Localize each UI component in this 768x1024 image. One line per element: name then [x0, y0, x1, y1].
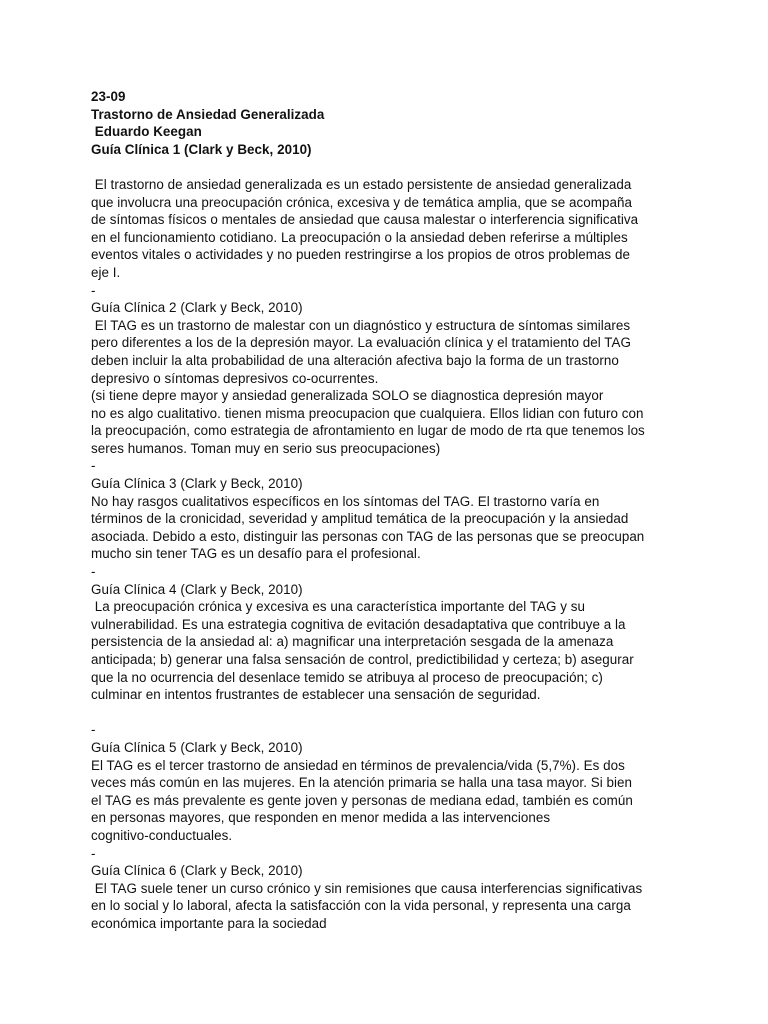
paragraph-line: la preocupación, como estrategia de afrontamiento en lugar de modo de rta que tenemos los — [91, 423, 645, 439]
paragraph-line: eventos vitales o actividades y no pueden restringirse a los propios de otros problemas de — [91, 247, 630, 263]
paragraph-line: persistencia de la ansiedad al: a) magnificar una interpretación sesgada de la amenaza — [91, 634, 614, 650]
paragraph-line: depresivo o síntomas depresivos co-ocurrentes. — [91, 370, 379, 386]
paragraph-line: anticipada; b) generar una falsa sensación de control, predictibilidad y certeza; b) asegurar — [91, 652, 634, 667]
paragraph-line: El TAG suele tener un curso crónico y sin remisiones que causa interferencias significativas — [91, 880, 643, 896]
paragraph-line: términos de la cronicidad, severidad y amplitud temática de la preocupación y la ansiedad — [91, 511, 629, 527]
paragraph-line: vulnerabilidad. Es una estrategia cognitiva de evitación desadaptativa que contribuye a la — [91, 616, 626, 632]
section-separator: - — [91, 282, 96, 298]
paragraph-line: pero diferentes a los de la depresión mayor. La evaluación clínica y el tratamiento del TAG — [91, 335, 631, 351]
section-separator: - — [91, 722, 96, 738]
paragraph-line: que la no ocurrencia del desenlace temido se atribuya al proceso de preocupación; c) — [91, 669, 603, 685]
section-title: Guía Clínica 4 (Clark y Beck, 2010) — [91, 581, 303, 597]
blank-line — [91, 704, 691, 722]
paragraph-line: cognitivo-conductuales. — [91, 827, 233, 843]
section-title: Guía Clínica 3 (Clark y Beck, 2010) — [91, 476, 303, 492]
section-separator: - — [91, 458, 96, 474]
paragraph-line: no es algo cualitativo. tienen misma preocupacion que cualquiera. Ellos lidian con futuro con — [91, 405, 644, 421]
paragraph-line: mucho sin tener TAG es un desafío para el profesional. — [91, 546, 421, 562]
guide-1-title: Guía Clínica 1 (Clark y Beck, 2010) — [91, 141, 312, 157]
section-separator: - — [91, 564, 96, 580]
paragraph-line: en personas mayores, que responden en menor medida a las intervenciones — [91, 810, 551, 826]
blank-line — [91, 158, 691, 176]
paragraph-line: veces más común en las mujeres. En la atención primaria se halla una tasa mayor. Si bien — [91, 775, 633, 791]
section-separator: - — [91, 845, 96, 861]
paragraph-line: El trastorno de ansiedad generalizada es un estado persistente de ansiedad generalizada — [91, 176, 632, 192]
paragraph-line: en el funcionamiento cotidiano. La preocupación o la ansiedad deben referirse a múltiples — [91, 229, 628, 245]
paragraph-line: que involucra una preocupación crónica, excesiva y de temática amplia, que se acompaña — [91, 194, 632, 210]
paragraph-line: de síntomas físicos o mentales de ansiedad que causa malestar o interferencia significativa — [91, 212, 639, 228]
section-title: Guía Clínica 6 (Clark y Beck, 2010) — [91, 863, 303, 879]
paragraph-line: El TAG es un trastorno de malestar con un diagnóstico y estructura de síntomas similares — [91, 317, 631, 333]
paragraph-line: en lo social y lo laboral, afecta la satisfacción con la vida personal, y representa una carga — [91, 898, 631, 914]
paragraph-line: deben incluir la alta probabilidad de una alteración afectiva bajo la forma de un trastorno — [91, 352, 619, 368]
paragraph-line: el TAG es más prevalente es gente joven y personas de mediana edad, también es común — [91, 792, 633, 808]
paragraph-line: (si tiene depre mayor y ansiedad generalizada SOLO se diagnostica depresión mayor — [91, 388, 604, 404]
paragraph-line: culminar en intentos frustrantes de establecer una sensación de seguridad. — [91, 687, 541, 703]
paragraph-line: seres humanos. Toman muy en serio sus preocupaciones) — [91, 440, 441, 456]
document-body — [91, 88, 691, 933]
document-title: Trastorno de Ansiedad Generalizada — [91, 106, 325, 122]
paragraph-line: El TAG es el tercer trastorno de ansiedad en términos de prevalencia/vida (5,7%). Es dos — [91, 757, 625, 773]
paragraph-line: La preocupación crónica y excesiva es una característica importante del TAG y su — [91, 599, 586, 615]
paragraph-line: asociada. Debido a esto, distinguir las personas con TAG de las personas que se preocupan — [91, 528, 645, 544]
section-title: Guía Clínica 2 (Clark y Beck, 2010) — [91, 300, 303, 316]
paragraph-line: No hay rasgos cualitativos específicos en los síntomas del TAG. El trastorno varía en — [91, 493, 600, 509]
document-date: 23-09 — [91, 89, 126, 104]
section-title: Guía Clínica 5 (Clark y Beck, 2010) — [91, 739, 303, 755]
paragraph-line: eje I. — [91, 264, 121, 280]
document-author: Eduardo Keegan — [91, 124, 202, 140]
paragraph-line: económica importante para la sociedad — [91, 915, 327, 931]
